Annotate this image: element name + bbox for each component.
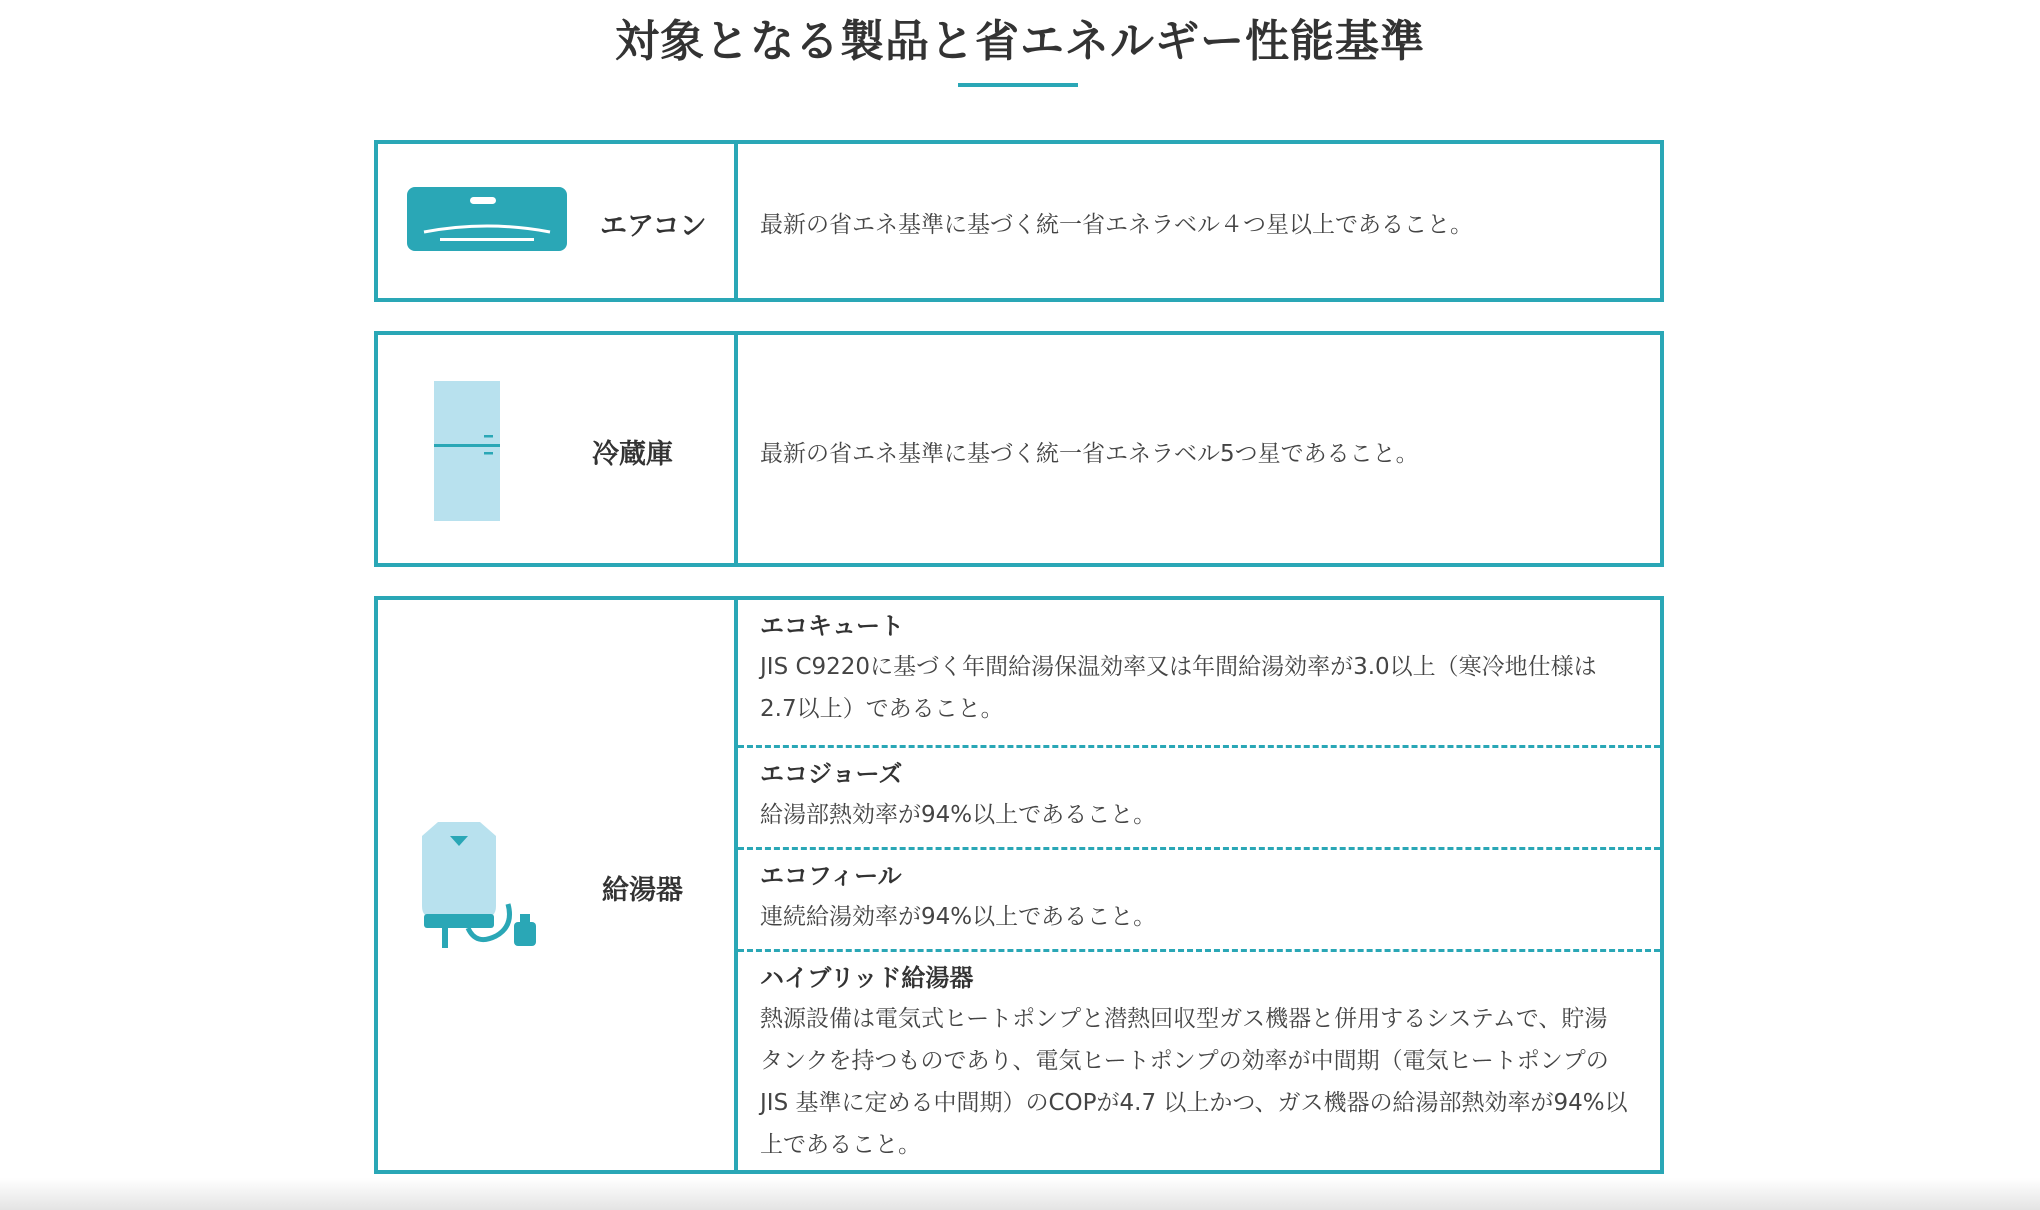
product-name-heater: 給湯器 (602, 875, 683, 906)
heater-type-criteria: 給湯部熱効率が94%以上であること。 (760, 802, 1157, 828)
heater-type-criteria: JIS C9220に基づく年間給湯保温効率又は年間給湯効率が3.0以上（寒冷地仕様は2.7以上）であること。 (760, 654, 1597, 722)
product-label-cell (378, 335, 738, 563)
product-criteria-cell (738, 335, 1660, 563)
list-item (738, 949, 1660, 1176)
product-name-aircon: エアコン (600, 211, 707, 242)
criteria-text-fridge: 最新の省エネ基準に基づく統一省エネラベル5つ星であること。 (760, 441, 1419, 467)
list-item (738, 745, 1660, 847)
product-name-fridge: 冷蔵庫 (592, 439, 673, 470)
product-label-cell (378, 144, 738, 298)
heater-type-criteria: 連続給湯効率が94%以上であること。 (760, 904, 1157, 930)
heater-type-title: エコフィール (760, 862, 902, 890)
page-bottom-edge (0, 1178, 2040, 1210)
heater-type-title: ハイブリッド給湯器 (760, 964, 974, 992)
list-item (738, 600, 1660, 745)
title-underline (958, 83, 1078, 87)
heater-criteria-list (738, 600, 1660, 1176)
air-conditioner-icon (406, 186, 568, 252)
product-criteria-cell (738, 144, 1660, 298)
product-row-aircon (374, 140, 1664, 302)
refrigerator-icon (434, 381, 500, 521)
list-item (738, 847, 1660, 949)
product-label-cell (378, 600, 738, 1170)
heater-type-title: エコジョーズ (760, 760, 903, 788)
product-row-fridge (374, 331, 1664, 567)
criteria-text-aircon: 最新の省エネ基準に基づく統一省エネラベル４つ星以上であること。 (760, 212, 1473, 238)
water-heater-icon (422, 822, 540, 950)
product-criteria-cell (738, 600, 1660, 1170)
heater-type-criteria: 熱源設備は電気式ヒートポンプと潜熱回収型ガス機器と併用するシステムで、貯湯タンクを持つものであり、電気ヒートポンプの効率が中間期（電気ヒートポンプのJIS 基準に定める中間期）のCOPが4.7 以上かつ、ガス機器の給湯部熱効率が94%以上であること。 (760, 1006, 1628, 1158)
product-row-heater (374, 596, 1664, 1174)
page-title: 対象となる製品と省エネルギー性能基準 (615, 16, 1425, 67)
heater-type-title: エコキュート (760, 612, 904, 640)
